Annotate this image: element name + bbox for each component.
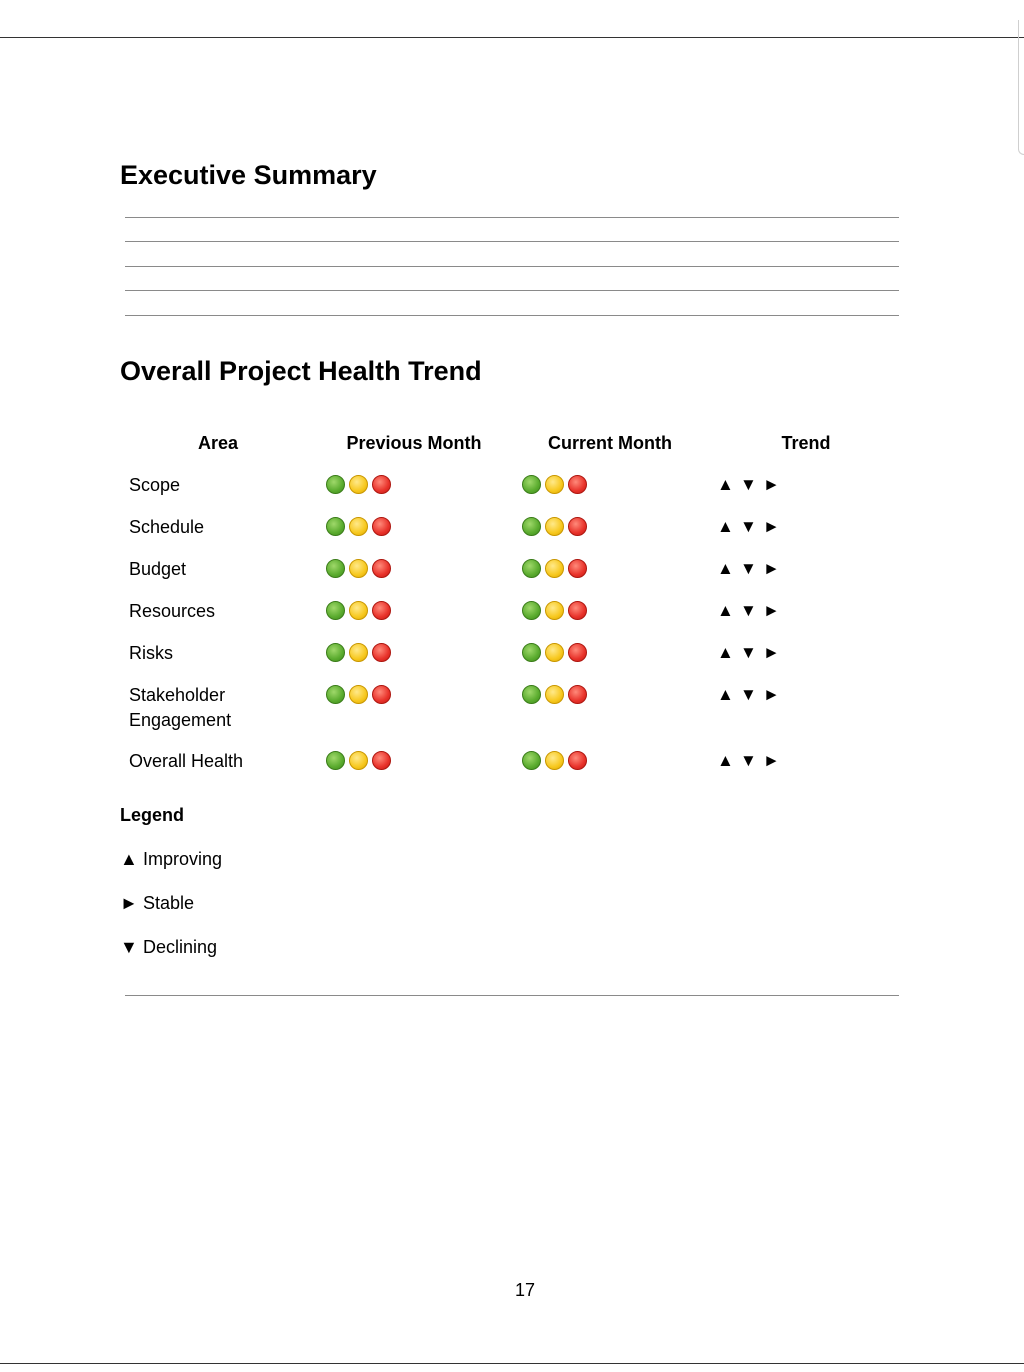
yellow-status-dot-icon[interactable] <box>545 517 564 536</box>
header-current-month: Current Month <box>548 433 672 453</box>
yellow-status-dot-icon[interactable] <box>349 751 368 770</box>
yellow-status-dot-icon[interactable] <box>349 601 368 620</box>
header-area: Area <box>197 433 239 453</box>
trend-down-icon[interactable]: ▼ <box>740 517 757 536</box>
row-label: Budget <box>129 559 187 579</box>
row-label: Schedule <box>129 517 205 537</box>
summary-writing-line[interactable] <box>125 290 899 291</box>
green-status-dot-icon[interactable] <box>522 517 541 536</box>
red-status-dot-icon[interactable] <box>568 517 587 536</box>
trend-symbols <box>717 558 786 580</box>
green-status-dot-icon[interactable] <box>326 643 345 662</box>
trend-symbols <box>717 642 786 664</box>
legend-title: Legend <box>120 805 185 825</box>
red-status-dot-icon[interactable] <box>372 601 391 620</box>
red-status-dot-icon[interactable] <box>568 601 587 620</box>
yellow-status-dot-icon[interactable] <box>349 517 368 536</box>
trend-down-icon[interactable]: ▼ <box>740 643 757 662</box>
trend-down-icon[interactable]: ▼ <box>740 685 757 704</box>
red-status-dot-icon[interactable] <box>568 643 587 662</box>
header-previous-month: Previous Month <box>346 433 482 453</box>
triangle-right-icon: ► <box>120 893 138 913</box>
green-status-dot-icon[interactable] <box>522 601 541 620</box>
trend-symbols <box>717 750 786 772</box>
triangle-up-icon: ▲ <box>120 849 138 869</box>
legend-item-improving <box>120 848 222 870</box>
yellow-status-dot-icon[interactable] <box>545 685 564 704</box>
executive-summary-title: Executive Summary <box>120 160 377 190</box>
trend-symbols <box>717 600 786 622</box>
row-label: Stakeholder Engagement <box>129 685 232 730</box>
green-status-dot-icon[interactable] <box>522 475 541 494</box>
green-status-dot-icon[interactable] <box>522 559 541 578</box>
green-status-dot-icon[interactable] <box>522 685 541 704</box>
header-trend: Trend <box>781 433 831 453</box>
trend-right-icon[interactable]: ► <box>763 559 780 578</box>
red-status-dot-icon[interactable] <box>372 643 391 662</box>
row-label: Resources <box>129 601 216 621</box>
page-number: 17 <box>514 1280 536 1300</box>
red-status-dot-icon[interactable] <box>568 751 587 770</box>
summary-writing-line[interactable] <box>125 315 899 316</box>
yellow-status-dot-icon[interactable] <box>349 643 368 662</box>
red-status-dot-icon[interactable] <box>568 685 587 704</box>
trend-down-icon[interactable]: ▼ <box>740 601 757 620</box>
red-status-dot-icon[interactable] <box>372 517 391 536</box>
page-bottom-rule <box>0 1363 1024 1364</box>
green-status-dot-icon[interactable] <box>326 559 345 578</box>
trend-symbols <box>717 516 786 538</box>
green-status-dot-icon[interactable] <box>522 751 541 770</box>
summary-writing-line[interactable] <box>125 266 899 267</box>
trend-right-icon[interactable]: ► <box>763 685 780 704</box>
red-status-dot-icon[interactable] <box>372 475 391 494</box>
summary-writing-line[interactable] <box>125 217 899 218</box>
red-status-dot-icon[interactable] <box>372 685 391 704</box>
trend-down-icon[interactable]: ▼ <box>740 751 757 770</box>
green-status-dot-icon[interactable] <box>326 601 345 620</box>
yellow-status-dot-icon[interactable] <box>545 643 564 662</box>
trend-up-icon[interactable]: ▲ <box>717 475 734 494</box>
trend-up-icon[interactable]: ▲ <box>717 643 734 662</box>
legend-label: Stable <box>143 893 195 913</box>
green-status-dot-icon[interactable] <box>522 643 541 662</box>
yellow-status-dot-icon[interactable] <box>545 751 564 770</box>
notes-writing-line[interactable] <box>125 995 899 996</box>
green-status-dot-icon[interactable] <box>326 685 345 704</box>
page-edge-shadow <box>1018 20 1024 155</box>
yellow-status-dot-icon[interactable] <box>349 685 368 704</box>
yellow-status-dot-icon[interactable] <box>349 475 368 494</box>
row-label: Overall Health <box>129 751 244 771</box>
trend-down-icon[interactable]: ▼ <box>740 475 757 494</box>
trend-right-icon[interactable]: ► <box>763 601 780 620</box>
trend-right-icon[interactable]: ► <box>763 517 780 536</box>
legend-label: Improving <box>143 849 223 869</box>
trend-up-icon[interactable]: ▲ <box>717 517 734 536</box>
red-status-dot-icon[interactable] <box>568 475 587 494</box>
trend-up-icon[interactable]: ▲ <box>717 685 734 704</box>
trend-right-icon[interactable]: ► <box>763 751 780 770</box>
trend-up-icon[interactable]: ▲ <box>717 559 734 578</box>
trend-down-icon[interactable]: ▼ <box>740 559 757 578</box>
legend-item-stable <box>120 892 194 914</box>
green-status-dot-icon[interactable] <box>326 517 345 536</box>
row-label: Scope <box>129 475 181 495</box>
trend-right-icon[interactable]: ► <box>763 475 780 494</box>
yellow-status-dot-icon[interactable] <box>545 475 564 494</box>
trend-symbols <box>717 474 786 496</box>
summary-writing-line[interactable] <box>125 241 899 242</box>
page-top-rule <box>0 37 1024 38</box>
trend-right-icon[interactable]: ► <box>763 643 780 662</box>
row-label: Risks <box>129 643 173 663</box>
triangle-down-icon: ▼ <box>120 937 138 957</box>
yellow-status-dot-icon[interactable] <box>545 559 564 578</box>
green-status-dot-icon[interactable] <box>326 475 345 494</box>
yellow-status-dot-icon[interactable] <box>349 559 368 578</box>
green-status-dot-icon[interactable] <box>326 751 345 770</box>
legend-label: Declining <box>143 937 218 957</box>
legend-item-declining <box>120 936 217 958</box>
red-status-dot-icon[interactable] <box>372 559 391 578</box>
red-status-dot-icon[interactable] <box>568 559 587 578</box>
trend-up-icon[interactable]: ▲ <box>717 751 734 770</box>
trend-symbols <box>717 684 786 706</box>
trend-up-icon[interactable]: ▲ <box>717 601 734 620</box>
health-trend-title: Overall Project Health Trend <box>120 356 482 386</box>
red-status-dot-icon[interactable] <box>372 751 391 770</box>
yellow-status-dot-icon[interactable] <box>545 601 564 620</box>
